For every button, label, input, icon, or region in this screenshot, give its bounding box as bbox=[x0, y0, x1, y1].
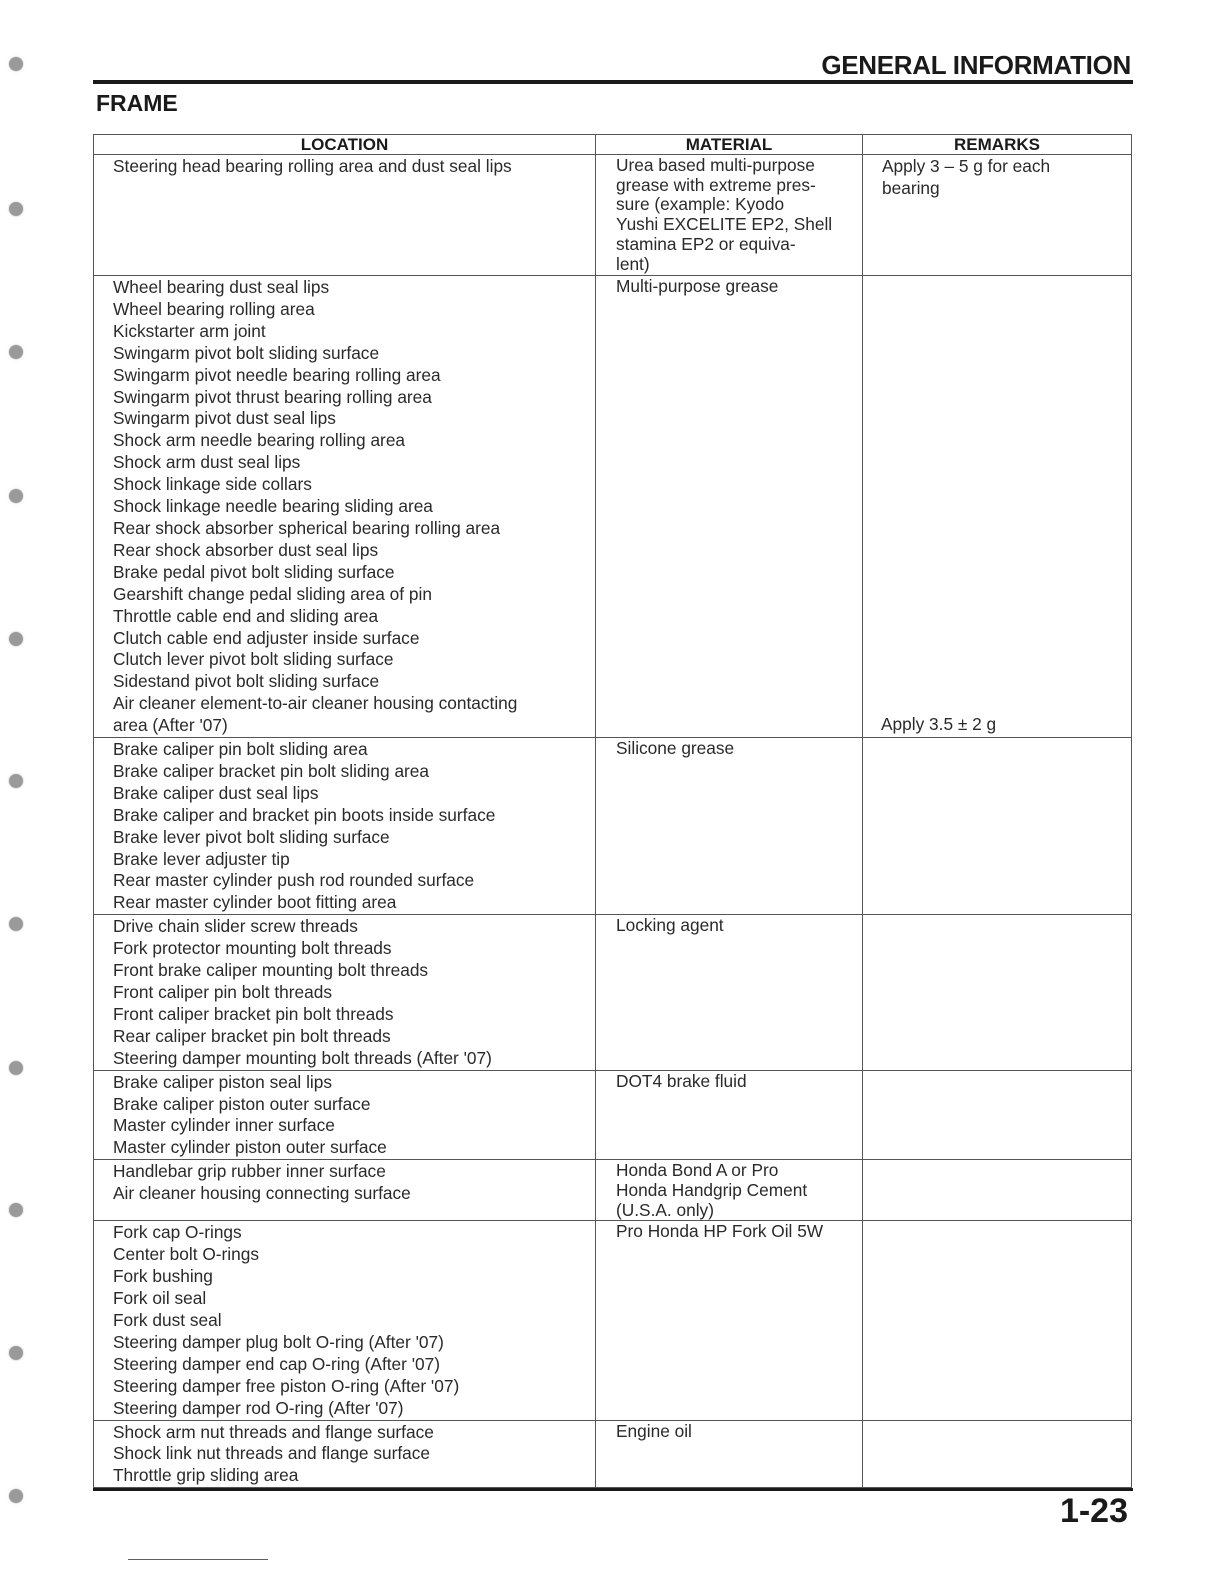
location-item: Air cleaner housing connecting surface bbox=[113, 1183, 411, 1204]
location-item: Front brake caliper mounting bolt threads bbox=[113, 960, 429, 981]
punch-hole bbox=[9, 57, 23, 71]
material-text: DOT4 brake fluid bbox=[616, 1070, 747, 1091]
location-item: Brake caliper piston outer surface bbox=[113, 1093, 371, 1114]
location-cell bbox=[94, 1160, 596, 1221]
lubrication-table bbox=[93, 134, 1132, 1488]
material-cell bbox=[596, 915, 863, 1070]
location-item: Brake caliper bracket pin bolt sliding area bbox=[113, 760, 430, 781]
location-item: Fork cap O-rings bbox=[113, 1222, 242, 1243]
location-item: Steering damper rod O-ring (After '07) bbox=[113, 1397, 404, 1418]
location-item: Steering head bearing rolling area and dust seal lips bbox=[113, 156, 512, 176]
location-item: Shock linkage needle bearing sliding area bbox=[113, 496, 433, 517]
material-cell bbox=[596, 738, 863, 915]
location-item: Brake caliper piston seal lips bbox=[113, 1071, 333, 1092]
remarks-cell bbox=[863, 1160, 1132, 1221]
footer-rule bbox=[93, 1488, 1133, 1491]
punch-hole bbox=[9, 1061, 23, 1075]
table-row bbox=[94, 1160, 1132, 1221]
location-item: Steering damper mounting bolt threads (After '07) bbox=[113, 1047, 492, 1068]
location-item: Wheel bearing dust seal lips bbox=[113, 277, 330, 297]
table-row bbox=[94, 155, 1132, 276]
punch-hole bbox=[9, 1203, 23, 1217]
location-item: Handlebar grip rubber inner surface bbox=[113, 1161, 386, 1182]
location-item: Shock arm needle bearing rolling area bbox=[113, 430, 406, 451]
location-item: Drive chain slider screw threads bbox=[113, 916, 358, 937]
material-text: Urea based multi-purpose bbox=[616, 155, 815, 175]
material-text: Locking agent bbox=[616, 915, 724, 936]
table-row bbox=[94, 1070, 1132, 1160]
punch-hole bbox=[9, 774, 23, 788]
location-item: Wheel bearing rolling area bbox=[113, 298, 315, 319]
location-item: Clutch lever pivot bolt sliding surface bbox=[113, 649, 394, 670]
location-item: Swingarm pivot thrust bearing rolling area bbox=[113, 386, 432, 407]
section-header: GENERAL INFORMATION bbox=[821, 50, 1131, 80]
material-text: Yushi EXCELITE EP2, Shell bbox=[616, 214, 833, 235]
material-text: lent) bbox=[616, 253, 650, 274]
material-cell bbox=[596, 155, 863, 276]
location-cell bbox=[94, 1420, 596, 1488]
material-text: Multi-purpose grease bbox=[616, 276, 779, 296]
punch-hole bbox=[9, 1346, 23, 1360]
location-item: Fork protector mounting bolt threads bbox=[113, 938, 392, 959]
location-item: Front caliper pin bolt threads bbox=[113, 982, 333, 1002]
remarks-cell bbox=[863, 915, 1132, 1070]
location-item: Steering damper plug bolt O-ring (After '07) bbox=[113, 1331, 444, 1352]
location-item: Brake caliper dust seal lips bbox=[113, 782, 319, 803]
material-cell bbox=[596, 1420, 863, 1488]
punch-hole bbox=[9, 202, 23, 216]
material-cell bbox=[596, 276, 863, 738]
material-text: Silicone grease bbox=[616, 738, 735, 759]
material-text: Engine oil bbox=[616, 1420, 692, 1441]
location-item: Master cylinder piston outer surface bbox=[113, 1137, 387, 1158]
punch-hole bbox=[9, 917, 23, 931]
location-item: Rear master cylinder push rod rounded surface bbox=[113, 870, 475, 891]
remarks-cell bbox=[863, 1420, 1132, 1488]
link-underline bbox=[128, 1559, 268, 1560]
column-header-location: LOCATION bbox=[94, 135, 596, 155]
column-header-remarks: REMARKS bbox=[863, 135, 1132, 155]
material-text: Honda Handgrip Cement bbox=[616, 1179, 808, 1200]
material-cell bbox=[596, 1070, 863, 1160]
header-rule bbox=[93, 80, 1133, 84]
location-item: Clutch cable end adjuster inside surface bbox=[113, 627, 420, 648]
material-text: grease with extreme pres- bbox=[616, 174, 816, 195]
location-item: Rear shock absorber spherical bearing rolling area bbox=[113, 517, 501, 538]
location-item: Throttle grip sliding area bbox=[113, 1465, 299, 1486]
location-cell bbox=[94, 1070, 596, 1160]
location-item: Center bolt O-rings bbox=[113, 1244, 259, 1265]
punch-hole bbox=[9, 489, 23, 503]
location-item: Swingarm pivot dust seal lips bbox=[113, 408, 336, 429]
location-item: Rear master cylinder boot fitting area bbox=[113, 892, 397, 913]
location-item: Fork oil seal bbox=[113, 1288, 207, 1309]
location-item: Steering damper free piston O-ring (After '07) bbox=[113, 1375, 460, 1396]
location-item: Rear shock absorber dust seal lips bbox=[113, 539, 379, 560]
page-number: 1-23 bbox=[1059, 1492, 1128, 1530]
location-cell bbox=[94, 155, 596, 276]
material-text: Pro Honda HP Fork Oil 5W bbox=[616, 1221, 824, 1242]
location-item: Rear caliper bracket pin bolt threads bbox=[113, 1025, 391, 1046]
remarks-cell bbox=[863, 155, 1132, 276]
location-item: Air cleaner element-to-air cleaner housing contacting bbox=[113, 693, 518, 714]
location-item: Shock link nut threads and flange surface bbox=[113, 1443, 431, 1464]
location-item: Throttle cable end and sliding area bbox=[113, 605, 379, 626]
location-item: Kickstarter arm joint bbox=[113, 320, 266, 341]
location-item: Sidestand pivot bolt sliding surface bbox=[113, 671, 380, 692]
material-text: sure (example: Kyodo bbox=[616, 194, 785, 215]
table-header-row bbox=[94, 135, 1132, 155]
material-cell bbox=[596, 1160, 863, 1221]
punch-hole bbox=[9, 345, 23, 359]
location-item: Brake pedal pivot bolt sliding surface bbox=[113, 561, 395, 582]
location-item: Master cylinder inner surface bbox=[113, 1115, 335, 1136]
location-item: Gearshift change pedal sliding area of pin bbox=[113, 583, 432, 604]
page-title: FRAME bbox=[96, 90, 178, 116]
location-item: Brake lever pivot bolt sliding surface bbox=[113, 826, 390, 847]
material-text: (U.S.A. only) bbox=[616, 1199, 714, 1220]
punch-hole bbox=[9, 1489, 23, 1503]
table-row bbox=[94, 1420, 1132, 1488]
table-row bbox=[94, 276, 1132, 738]
location-item: Swingarm pivot bolt sliding surface bbox=[113, 342, 380, 363]
location-item: Brake caliper and bracket pin boots inside surface bbox=[113, 804, 496, 825]
material-text: stamina EP2 or equiva- bbox=[616, 233, 796, 254]
column-header-material: MATERIAL bbox=[596, 135, 863, 155]
location-cell bbox=[94, 276, 596, 738]
table-row bbox=[94, 1221, 1132, 1420]
location-item: Fork bushing bbox=[113, 1266, 213, 1287]
location-item: Shock linkage side collars bbox=[113, 474, 312, 495]
material-cell bbox=[596, 1221, 863, 1420]
location-item: Front caliper bracket pin bolt threads bbox=[113, 1003, 394, 1024]
location-item: Shock arm dust seal lips bbox=[113, 452, 301, 473]
punch-hole bbox=[9, 632, 23, 646]
table-row bbox=[94, 738, 1132, 915]
material-text: Honda Bond A or Pro bbox=[616, 1160, 779, 1181]
table-body bbox=[94, 155, 1132, 1488]
remarks-text: Apply 3 – 5 g for each bbox=[882, 156, 1051, 176]
remarks-cell bbox=[863, 738, 1132, 915]
remarks-text: bearing bbox=[882, 177, 940, 198]
location-cell bbox=[94, 1221, 596, 1420]
location-cell bbox=[94, 738, 596, 915]
table-row bbox=[94, 915, 1132, 1070]
location-item: area (After '07) bbox=[113, 715, 228, 736]
remarks-cell bbox=[863, 1221, 1132, 1420]
location-item: Shock arm nut threads and flange surface bbox=[113, 1421, 434, 1442]
location-item: Fork dust seal bbox=[113, 1309, 222, 1330]
remarks-text: Apply 3.5 ± 2 g bbox=[881, 714, 997, 735]
remarks-cell bbox=[863, 1070, 1132, 1160]
location-item: Swingarm pivot needle bearing rolling area bbox=[113, 364, 441, 385]
remarks-cell bbox=[863, 276, 1132, 738]
location-item: Steering damper end cap O-ring (After '07) bbox=[113, 1353, 441, 1374]
location-cell bbox=[94, 915, 596, 1070]
location-item: Brake lever adjuster tip bbox=[113, 848, 290, 869]
location-item: Brake caliper pin bolt sliding area bbox=[113, 739, 368, 760]
